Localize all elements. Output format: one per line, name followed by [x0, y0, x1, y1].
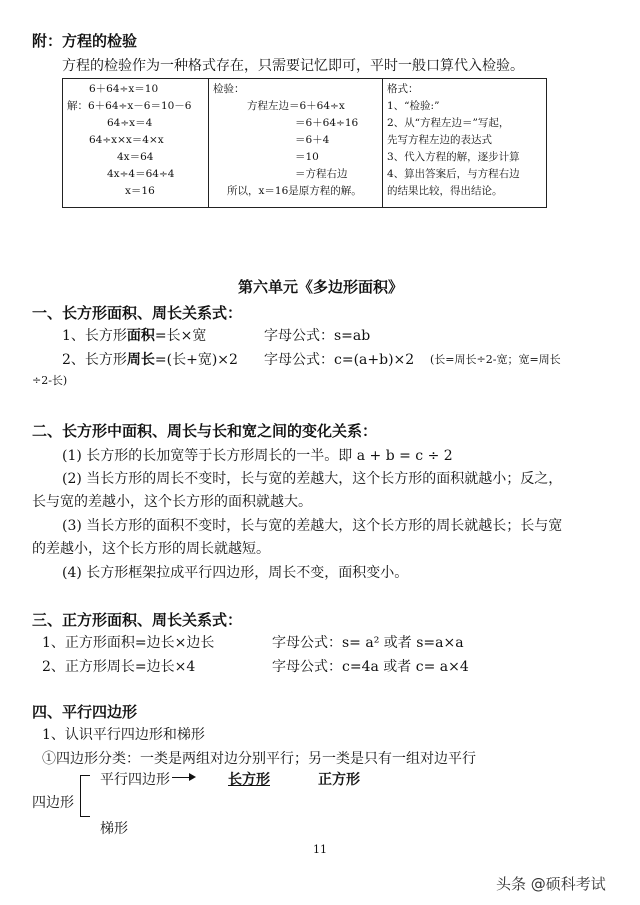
rect-perimeter-note: (长=周长÷2-宽；宽=周长: [430, 353, 561, 366]
solution-line: 64÷x×x＝4×x: [89, 134, 164, 146]
rect-perimeter-prefix: 2、长方形: [62, 352, 127, 368]
diagram-trapezoid: 梯形: [100, 821, 128, 837]
arrow-to-rectangle: [172, 777, 190, 778]
square-area-formula: 字母公式：s= a² 或者 s=a×a: [272, 635, 464, 651]
section-1-title: 一、长方形面积、周长关系式：: [32, 304, 243, 322]
rect-perimeter-formula: 字母公式：c=(a+b)×2: [264, 352, 415, 368]
solution-line: 解：6＋64÷x－6＝10－6: [67, 100, 192, 112]
relation-3-line-2: 的差越小，这个长方形的周长就越短。: [32, 541, 270, 557]
classification-text: ①四边形分类：一类是两组对边分别平行；另一类是只有一组对边平行: [42, 751, 476, 767]
appendix-intro: 方程的检验作为一种格式存在，只需要记忆即可，平时一般口算代入检验。: [62, 58, 524, 74]
equation-check-table: [62, 78, 547, 208]
appendix-title: 附：方程的检验: [32, 32, 138, 50]
relation-4: (4) 长方形框架拉成平行四边形，周长不变，面积变小。: [62, 565, 409, 581]
check-line: ＝方程右边: [295, 168, 348, 180]
format-line: 1、“检验:”: [387, 100, 440, 112]
format-line: 3、代入方程的解，逐步计算: [387, 151, 520, 163]
rect-perimeter-line: [62, 349, 238, 369]
rect-perimeter-rule: =(长+宽)×2: [154, 352, 238, 368]
rect-perimeter-keyword: 周长: [126, 352, 155, 368]
section-2-title: 二、长方形中面积、周长与长和宽之间的变化关系：: [32, 422, 378, 440]
rect-area-prefix: 1、长方形: [62, 328, 127, 344]
solution-cell: [63, 79, 209, 208]
square-area-line: 1、正方形面积=边长×边长: [42, 635, 215, 651]
rect-area-line: [62, 325, 206, 345]
format-line: 格式：: [387, 83, 419, 95]
rect-area-formula: 字母公式：s=ab: [264, 328, 371, 344]
format-line: 先写方程左边的表达式: [387, 134, 492, 146]
check-line: ＝10: [295, 151, 319, 163]
diagram-rectangle: 长方形: [228, 772, 270, 788]
rect-area-rule: =长×宽: [154, 328, 207, 344]
solution-line: 64÷x＝4: [107, 117, 153, 129]
diagram-root: 四边形: [32, 795, 74, 811]
relation-1: (1) 长方形的长加宽等于长方形周长的一半。即 a + b = c ÷ 2: [62, 448, 453, 464]
rect-area-keyword: 面积: [126, 328, 155, 344]
check-line: ＝6＋64÷16: [295, 117, 359, 129]
check-line: ＝6＋4: [295, 134, 330, 146]
section-3-title: 三、正方形面积、周长关系式：: [32, 611, 243, 629]
subsection-1: 1、认识平行四边形和梯形: [42, 727, 205, 743]
solution-line: 4x÷4＝64÷4: [107, 168, 175, 180]
solution-line: 4x＝64: [117, 151, 154, 163]
check-cell: [209, 79, 383, 208]
format-line: 2、从“方程左边＝”写起，: [387, 117, 510, 129]
check-line: 所以，x＝16是原方程的解。: [227, 185, 362, 197]
watermark: 头条 @硕科考试: [496, 875, 606, 893]
page-number: 11: [313, 843, 327, 856]
section-4-title: 四、平行四边形: [32, 703, 138, 721]
relation-2-line-1: (2) 当长方形的周长不变时，长与宽的差越大，这个长方形的面积就越小；反之，: [62, 471, 563, 487]
solution-line: x＝16: [125, 185, 155, 197]
check-line: 方程左边＝6＋64÷x: [247, 100, 345, 112]
relation-2-line-2: 长与宽的差越小，这个长方形的面积就越大。: [32, 494, 312, 510]
check-line: 检验：: [213, 83, 245, 95]
square-perimeter-formula: 字母公式：c=4a 或者 c= a×4: [272, 659, 469, 675]
rect-perimeter-note-cont: ÷2-长): [32, 374, 68, 387]
format-cell: [383, 79, 547, 208]
solution-line: 6＋64÷x＝10: [89, 83, 159, 95]
format-line: 4、算出答案后，与方程右边: [387, 168, 520, 180]
relation-3-line-1: (3) 当长方形的面积不变时，长与宽的差越大，这个长方形的周长就越长；长与宽: [62, 518, 563, 534]
diagram-parallelogram: 平行四边形: [100, 772, 170, 788]
diagram-brace: [80, 775, 91, 817]
format-line: 的结果比较，得出结论。: [387, 185, 503, 197]
square-perimeter-line: 2、正方形周长=边长×4: [42, 659, 196, 675]
diagram-square: 正方形: [318, 772, 360, 788]
unit-title: 第六单元《多边形面积》: [238, 278, 404, 296]
